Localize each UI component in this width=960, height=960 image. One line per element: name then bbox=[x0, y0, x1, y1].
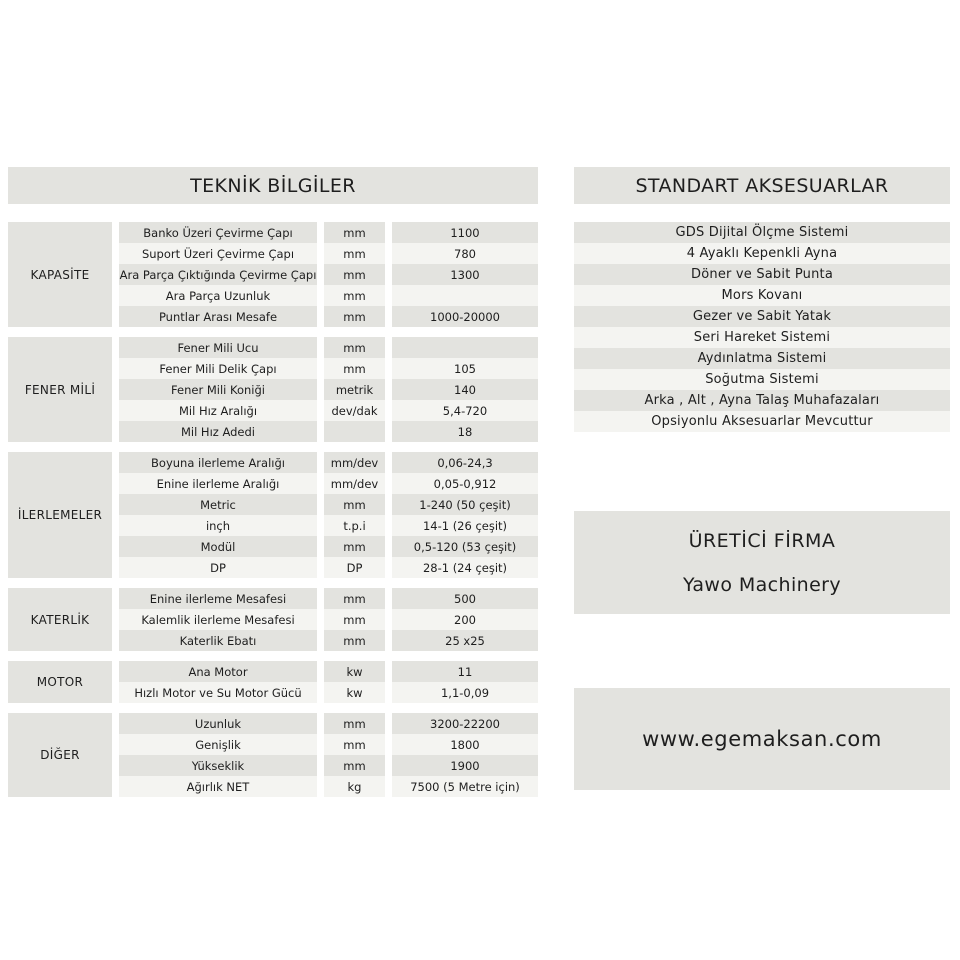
spec-value: 1,1-0,09 bbox=[392, 682, 538, 703]
spec-row bbox=[119, 515, 538, 536]
spec-row bbox=[119, 609, 538, 630]
spec-group-label: FENER MİLİ bbox=[8, 337, 112, 442]
spec-row bbox=[119, 494, 538, 515]
spec-parameter: Fener Mili Koniği bbox=[119, 379, 317, 400]
spec-parameter: Katerlik Ebatı bbox=[119, 630, 317, 651]
spec-row bbox=[119, 682, 538, 703]
accessory-item: Gezer ve Sabit Yatak bbox=[574, 306, 950, 327]
accessory-item: Arka , Alt , Ayna Talaş Muhafazaları bbox=[574, 390, 950, 411]
accessory-item: GDS Dijital Ölçme Sistemi bbox=[574, 222, 950, 243]
spec-value: 18 bbox=[392, 421, 538, 442]
spec-parameter: Banko Üzeri Çevirme Çapı bbox=[119, 222, 317, 243]
manufacturer-title: ÜRETİCİ FİRMA bbox=[688, 529, 836, 552]
spec-group-label: İLERLEMELER bbox=[8, 452, 112, 578]
spec-unit: DP bbox=[324, 557, 385, 578]
website-box bbox=[574, 688, 950, 790]
accessory-item: 4 Ayaklı Kepenkli Ayna bbox=[574, 243, 950, 264]
spec-value: 1100 bbox=[392, 222, 538, 243]
spec-row bbox=[119, 536, 538, 557]
spec-unit: mm bbox=[324, 243, 385, 264]
spec-parameter: inçh bbox=[119, 515, 317, 536]
spec-value: 0,06-24,3 bbox=[392, 452, 538, 473]
spec-row bbox=[119, 588, 538, 609]
spec-value: 5,4-720 bbox=[392, 400, 538, 421]
spec-parameter: Boyuna ilerleme Aralığı bbox=[119, 452, 317, 473]
spec-parameter: Enine ilerleme Mesafesi bbox=[119, 588, 317, 609]
spec-group-label: MOTOR bbox=[8, 661, 112, 703]
spec-row bbox=[119, 285, 538, 306]
spec-unit: mm bbox=[324, 536, 385, 557]
spec-row bbox=[119, 734, 538, 755]
manufacturer-name: Yawo Machinery bbox=[682, 573, 842, 596]
spec-parameter: Modül bbox=[119, 536, 317, 557]
spec-group bbox=[8, 588, 538, 651]
spec-unit: mm bbox=[324, 222, 385, 243]
spec-unit: mm bbox=[324, 264, 385, 285]
spec-group-label: KATERLİK bbox=[8, 588, 112, 651]
spec-parameter: Fener Mili Ucu bbox=[119, 337, 317, 358]
spec-row bbox=[119, 452, 538, 473]
spec-row bbox=[119, 264, 538, 285]
spec-parameter: Metric bbox=[119, 494, 317, 515]
spec-row bbox=[119, 473, 538, 494]
spec-row bbox=[119, 557, 538, 578]
spec-parameter: Uzunluk bbox=[119, 713, 317, 734]
spec-unit: mm bbox=[324, 630, 385, 651]
spec-value bbox=[392, 337, 538, 358]
spec-unit: kg bbox=[324, 776, 385, 797]
spec-parameter: Ana Motor bbox=[119, 661, 317, 682]
spec-unit: dev/dak bbox=[324, 400, 385, 421]
spec-unit: mm bbox=[324, 609, 385, 630]
spec-row bbox=[119, 358, 538, 379]
spec-unit: mm bbox=[324, 588, 385, 609]
spec-row bbox=[119, 630, 538, 651]
spec-parameter: Suport Üzeri Çevirme Çapı bbox=[119, 243, 317, 264]
spec-value: 105 bbox=[392, 358, 538, 379]
spec-value: 140 bbox=[392, 379, 538, 400]
spec-group bbox=[8, 452, 538, 578]
spec-unit: kw bbox=[324, 682, 385, 703]
spec-parameter: Yükseklik bbox=[119, 755, 317, 776]
spec-row bbox=[119, 400, 538, 421]
spec-group bbox=[8, 222, 538, 327]
spec-parameter: Kalemlik ilerleme Mesafesi bbox=[119, 609, 317, 630]
spec-row bbox=[119, 337, 538, 358]
spec-unit bbox=[324, 421, 385, 442]
spec-value: 1000-20000 bbox=[392, 306, 538, 327]
spec-unit: kw bbox=[324, 661, 385, 682]
spec-value: 780 bbox=[392, 243, 538, 264]
spec-unit: mm bbox=[324, 306, 385, 327]
website-link[interactable]: www.egemaksan.com bbox=[642, 727, 882, 751]
spec-parameter: Ara Parça Uzunluk bbox=[119, 285, 317, 306]
spec-value: 11 bbox=[392, 661, 538, 682]
spec-unit: t.p.i bbox=[324, 515, 385, 536]
spec-unit: mm bbox=[324, 713, 385, 734]
spec-row bbox=[119, 713, 538, 734]
manufacturer-box bbox=[574, 511, 950, 614]
spec-parameter: Puntlar Arası Mesafe bbox=[119, 306, 317, 327]
accessory-item: Aydınlatma Sistemi bbox=[574, 348, 950, 369]
spec-parameter: Genişlik bbox=[119, 734, 317, 755]
spec-unit: mm/dev bbox=[324, 452, 385, 473]
spec-parameter: Enine ilerleme Aralığı bbox=[119, 473, 317, 494]
spec-value: 7500 (5 Metre için) bbox=[392, 776, 538, 797]
spec-unit: mm bbox=[324, 337, 385, 358]
spec-value: 1-240 (50 çeşit) bbox=[392, 494, 538, 515]
spec-row bbox=[119, 306, 538, 327]
spec-group-label: KAPASİTE bbox=[8, 222, 112, 327]
spec-parameter: Mil Hız Adedi bbox=[119, 421, 317, 442]
spec-value: 1900 bbox=[392, 755, 538, 776]
spec-row bbox=[119, 776, 538, 797]
spec-value bbox=[392, 285, 538, 306]
spec-value: 1300 bbox=[392, 264, 538, 285]
spec-unit: metrik bbox=[324, 379, 385, 400]
spec-value: 0,5-120 (53 çeşit) bbox=[392, 536, 538, 557]
technical-info-title: TEKNİK BİLGİLER bbox=[8, 167, 538, 204]
spec-unit: mm bbox=[324, 494, 385, 515]
spec-row bbox=[119, 661, 538, 682]
specifications-table bbox=[8, 222, 538, 807]
spec-value: 28-1 (24 çeşit) bbox=[392, 557, 538, 578]
accessory-item: Döner ve Sabit Punta bbox=[574, 264, 950, 285]
spec-row bbox=[119, 243, 538, 264]
spec-parameter: Hızlı Motor ve Su Motor Gücü bbox=[119, 682, 317, 703]
spec-parameter: Ara Parça Çıktığında Çevirme Çapı bbox=[119, 264, 317, 285]
spec-unit: mm bbox=[324, 755, 385, 776]
standard-accessories-title: STANDART AKSESUARLAR bbox=[574, 167, 950, 204]
spec-value: 0,05-0,912 bbox=[392, 473, 538, 494]
accessory-item: Mors Kovanı bbox=[574, 285, 950, 306]
spec-unit: mm bbox=[324, 358, 385, 379]
spec-group bbox=[8, 337, 538, 442]
spec-row bbox=[119, 755, 538, 776]
accessory-item: Seri Hareket Sistemi bbox=[574, 327, 950, 348]
spec-group bbox=[8, 713, 538, 797]
spec-value: 3200-22200 bbox=[392, 713, 538, 734]
spec-parameter: Mil Hız Aralığı bbox=[119, 400, 317, 421]
spec-parameter: Ağırlık NET bbox=[119, 776, 317, 797]
spec-row bbox=[119, 421, 538, 442]
accessories-list bbox=[574, 222, 950, 432]
spec-unit: mm/dev bbox=[324, 473, 385, 494]
spec-value: 200 bbox=[392, 609, 538, 630]
spec-value: 1800 bbox=[392, 734, 538, 755]
spec-group bbox=[8, 661, 538, 703]
spec-parameter: DP bbox=[119, 557, 317, 578]
spec-value: 25 x25 bbox=[392, 630, 538, 651]
spec-unit: mm bbox=[324, 734, 385, 755]
spec-value: 500 bbox=[392, 588, 538, 609]
spec-row bbox=[119, 379, 538, 400]
spec-value: 14-1 (26 çeşit) bbox=[392, 515, 538, 536]
spec-parameter: Fener Mili Delik Çapı bbox=[119, 358, 317, 379]
spec-unit: mm bbox=[324, 285, 385, 306]
accessory-item: Soğutma Sistemi bbox=[574, 369, 950, 390]
accessory-item: Opsiyonlu Aksesuarlar Mevcuttur bbox=[574, 411, 950, 432]
spec-row bbox=[119, 222, 538, 243]
spec-group-label: DİĞER bbox=[8, 713, 112, 797]
